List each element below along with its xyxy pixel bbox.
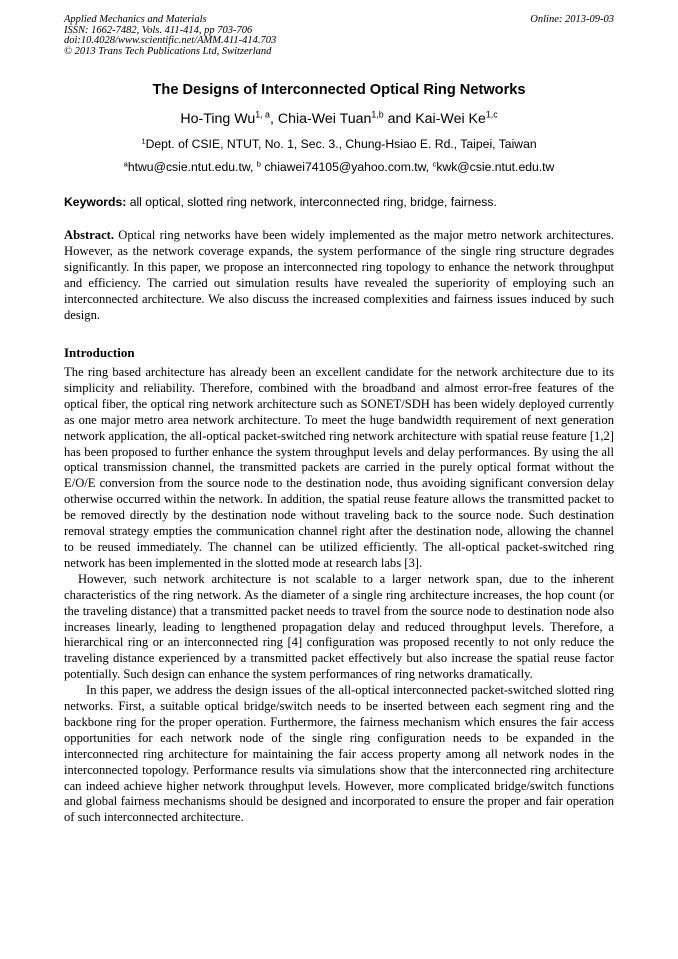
paper-title: The Designs of Interconnected Optical Ring Networks	[152, 82, 526, 98]
email-mark: c	[432, 159, 437, 169]
abstract-label: Abstract.	[64, 228, 115, 242]
journal-copyright: © 2013 Trans Tech Publications Ltd, Switzerland	[64, 45, 272, 57]
author-name: Kai-Wei Ke	[415, 111, 486, 127]
keywords-text: all optical, slotted ring network, interconnected ring, bridge, fairness.	[126, 195, 497, 209]
keywords-label: Keywords:	[64, 195, 127, 209]
paragraph: However, such network architecture is not scalable to a larger network span, due to the inherent characteristics of the ring network. As the diameter of a single ring architecture increases, the hop count (or the traveling distance) that a transmitted packet needs to travel from the source node to destination node also increases linearly, leading to lengthened propagation delay and reduced throughput levels. Therefore, a hierarchical ring or an interconnected ring [4] configuration was proposed recently to not only reduce the traveling distance experienced by a transmitted packet effectively but also increase the spatial reuse factor potentially. Such design can enhance the system performances of ring networks dramatically.	[64, 571, 614, 682]
author-affiliation-mark: 1,b	[371, 109, 384, 120]
journal-name: Applied Mechanics and Materials	[64, 14, 207, 25]
abstract	[64, 228, 614, 323]
paragraph: In this paper, we address the design issues of the all-optical interconnected packet-switched slotted ring networks. First, a suitable optical bridge/switch needs to be inserted between each segment ring and the backbone ring for the proper operation. Furthermore, the fairness mechanism which ensures the fair access opportunities for each network node of the single ring configuration needs to be expanded in the interconnected ring architecture for maintaining the fair access property among all network nodes in the interconnected topology. Performance results via simulations show that the interconnected ring architecture can indeed achieve higher network throughput levels. However, more complicated bridge/switch functions and global fairness mechanisms should be designed and incorporated to ensure the proper and fair operation of such interconnected architecture.	[64, 683, 614, 825]
abstract-text: Optical ring networks have been widely implemented as the major metro network architectures. However, as the network coverage expands, the system performance of the single ring structure degrades significantly. In this paper, we propose an interconnected ring topology to enhance the network throughput and efficiency. The carried out simulation results have revealed the superiority of employing such an interconnected architecture. We also discuss the increased complexities and fairness issues induced by such design.	[64, 228, 614, 322]
author-name: Ho-Ting Wu	[180, 111, 256, 127]
journal-info	[64, 15, 276, 57]
author-list	[0, 111, 678, 127]
email: chiawei74105@yahoo.com.tw,	[260, 160, 433, 174]
affiliation	[0, 137, 678, 151]
online-date: Online: 2013-09-03	[530, 14, 614, 25]
author-affiliation-mark: 1, a	[255, 109, 270, 120]
author-name: Chia-Wei Tuan	[277, 111, 372, 127]
paragraph: The ring based architecture has already been an excellent candidate for the network architecture due to its simplicity and reliability. Therefore, combined with the broadband and almost error-free features of the optical fiber, the optical ring network architecture such as SONET/SDH has been widely deployed currently as one major metro area network architecture. To meet the huge bandwidth requirement of next generation network application, the all-optical packet-switched ring network architecture with spatial reuse feature [1,2] has been proposed to further enhance the system throughput levels and delay performances. By using the all optical transmission channel, the transmitted packets are carried in the purely optical format without the E/O/E conversion from the source node to the destination node, thus avoiding significant conversion delay otherwise occurred within the network. In addition, the spatial reuse feature allows the transmitted packet to be removed directly by the destination node without traveling back to the source node. Such destination removal strategy empties the communication channel right after the destination node, allowing the channel to be reused immediately. The channel can be utilized efficiently. The all-optical packet-switched ring network has been implemented in the slotted mode at research labs [3].	[64, 365, 614, 570]
email: htwu@csie.ntut.edu.tw,	[127, 160, 257, 174]
journal-doi: doi:10.4028/www.scientific.net/AMM.411-414.703	[64, 35, 277, 46]
section-body	[64, 365, 614, 826]
author-separator: ,	[269, 111, 278, 127]
email: kwk@csie.ntut.edu.tw	[436, 160, 555, 174]
section-heading: Introduction	[64, 345, 135, 360]
author-affiliation-mark: 1,c	[485, 109, 498, 120]
journal-issn: ISSN: 1662-7482, Vols. 411-414, pp 703-706	[64, 24, 253, 36]
affiliation-mark: 1	[141, 136, 146, 146]
email-mark: a	[123, 159, 128, 169]
author-emails	[0, 160, 678, 174]
email-mark: b	[256, 159, 261, 169]
keywords	[64, 195, 614, 209]
affiliation-text: Dept. of CSIE, NTUT, No. 1, Sec. 3., Chung-Hsiao E. Rd., Taipei, Taiwan	[145, 137, 537, 151]
author-separator: and	[383, 111, 416, 127]
